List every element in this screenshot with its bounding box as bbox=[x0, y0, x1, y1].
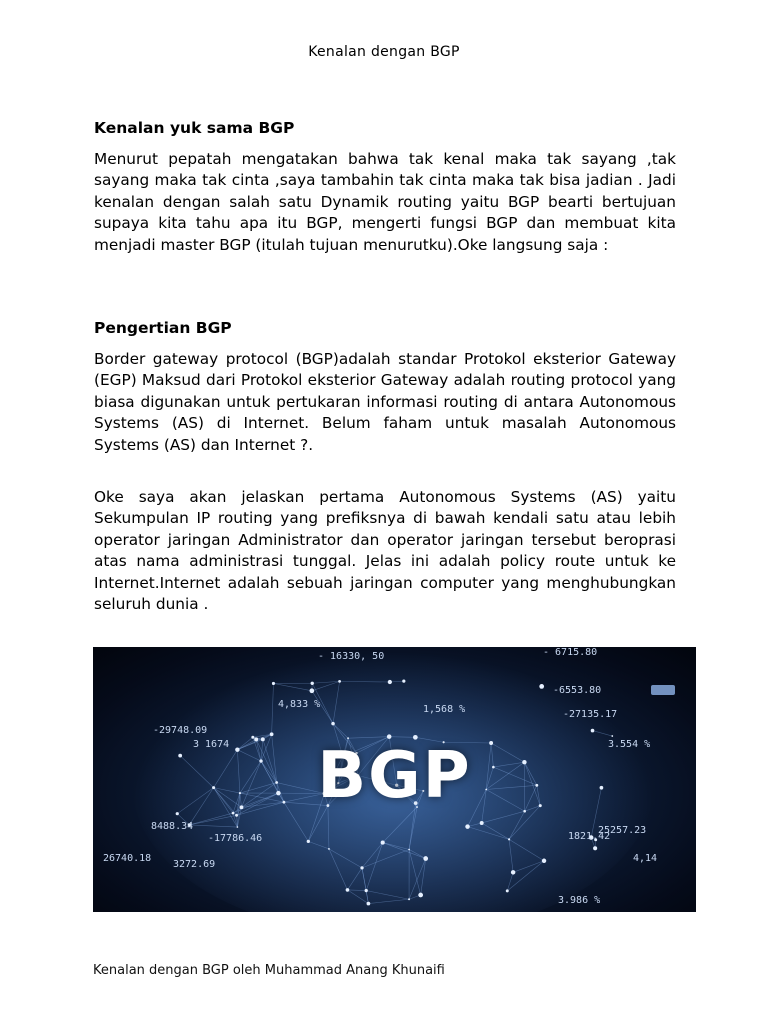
mesh-node bbox=[367, 902, 371, 906]
banner-number-label: -29748.09 bbox=[153, 725, 208, 736]
banner-number-label: 3.986 % bbox=[558, 895, 601, 906]
mesh-node bbox=[346, 888, 350, 892]
banner-number-label: 4,833 % bbox=[278, 699, 321, 710]
mesh-node bbox=[237, 826, 239, 828]
mesh-node bbox=[480, 821, 484, 825]
mesh-node bbox=[408, 898, 410, 900]
mesh-node bbox=[593, 846, 597, 850]
mesh-node bbox=[388, 680, 392, 684]
intro-paragraph: Menurut pepatah mengatakan bahwa tak kenal maka tak sayang ,tak sayang maka tak cinta ,saya tambahin tak cinta maka tak bisa jadian . Jadi kenalan dengan salah satu Dynamik routing yaitu BGP bearti bertujuan supaya kita tahu apa itu BGP, mengerti fungsi BGP dan membuat kita menjadi master BGP (itulah tujuan menurutku).Oke langsung saja : bbox=[94, 150, 676, 254]
autonomous-systems-paragraph: Oke saya akan jelaskan pertama Autonomous Systems (AS) yaitu Sekumpulan IP routing yang prefiksnya di bawah kendali satu atau lebih operator jaringan Administrator dan operator jaringan tersebut beroprasi atas nama administrasi tunggal. Jelas ini adalah policy route untuk ke Internet.Internet adalah sebuah jaringan computer yang menghubungkan seluruh dunia . bbox=[94, 488, 676, 614]
mesh-node bbox=[508, 838, 510, 840]
banner-number-label: -17786.46 bbox=[208, 833, 263, 844]
mesh-node bbox=[309, 688, 314, 693]
mesh-node bbox=[465, 824, 470, 829]
mesh-node bbox=[408, 849, 410, 851]
mesh-node bbox=[235, 814, 238, 817]
banner-number-label: -6553.80 bbox=[553, 685, 602, 696]
section-heading: Kenalan yuk sama BGP bbox=[94, 119, 295, 137]
mesh-node bbox=[611, 735, 613, 737]
page-footer: Kenalan dengan BGP oleh Muhammad Anang Khunaifi bbox=[93, 963, 445, 978]
banner-number-label: - 6715.80 bbox=[543, 647, 598, 658]
banner-title: BGP bbox=[317, 739, 472, 813]
mesh-node bbox=[311, 682, 314, 685]
mesh-node bbox=[272, 682, 275, 685]
banner-number-label: 1,568 % bbox=[423, 704, 466, 715]
banner-number-label: 26740.18 bbox=[103, 853, 152, 864]
mesh-node bbox=[511, 870, 516, 875]
banner-number-label: 25257.23 bbox=[598, 825, 647, 836]
banner-number-label: 3272.69 bbox=[173, 859, 216, 870]
mesh-node bbox=[331, 722, 335, 726]
mesh-node bbox=[542, 859, 546, 863]
definition-paragraph: Border gateway protocol (BGP)adalah standar Protokol eksterior Gateway (EGP) Maksud dari Protokol eksterior Gateway adalah routing protocol yang biasa digunakan untuk pertukaran informasi routing di antara Autonomous Systems (AS) di Internet. Belum faham untuk masalah Autonomous Systems (AS) dan Internet ?. bbox=[94, 350, 676, 454]
mesh-node bbox=[591, 729, 595, 733]
mesh-node bbox=[539, 684, 544, 689]
banner-number-label: 3.554 % bbox=[608, 739, 651, 750]
banner-number-label: -27135.17 bbox=[563, 709, 618, 720]
mesh-node bbox=[418, 893, 423, 898]
banner-number-label: 4,14 bbox=[633, 853, 658, 864]
banner-number-label: 8488.34 bbox=[151, 821, 194, 832]
ui-bar-graphic bbox=[651, 685, 675, 695]
mesh-node bbox=[365, 889, 368, 892]
mesh-node bbox=[423, 856, 428, 861]
bgp-banner-image bbox=[93, 647, 696, 912]
page-header: Kenalan dengan BGP bbox=[308, 44, 460, 60]
banner-number-label: - 16330, 50 bbox=[318, 651, 385, 662]
section-heading: Pengertian BGP bbox=[94, 319, 232, 337]
mesh-node bbox=[360, 866, 363, 869]
mesh-node bbox=[307, 840, 310, 843]
mesh-node bbox=[270, 732, 274, 736]
banner-number-label: 3 1674 bbox=[193, 739, 230, 750]
mesh-node bbox=[338, 680, 341, 683]
banner-number-label: 1821.42 bbox=[568, 831, 611, 842]
mesh-node bbox=[506, 889, 509, 892]
mesh-node bbox=[402, 680, 405, 683]
mesh-node bbox=[328, 848, 330, 850]
mesh-node bbox=[381, 841, 385, 845]
